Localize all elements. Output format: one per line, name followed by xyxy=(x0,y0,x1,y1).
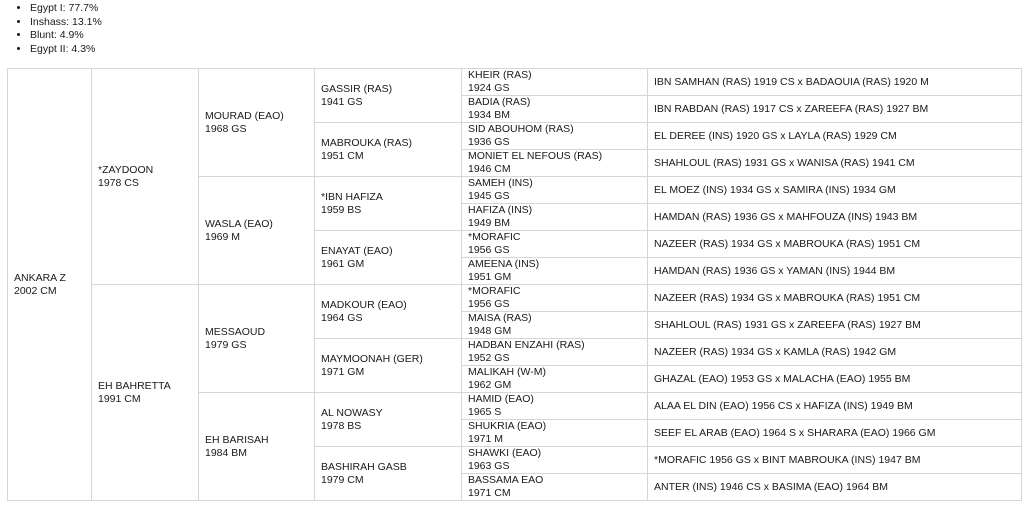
subject-cell xyxy=(8,69,92,501)
gen4-ancestor-cell xyxy=(315,231,462,285)
pedigree-body xyxy=(8,69,1022,501)
gen4-ancestor-cell-info: 1961 GM xyxy=(321,257,365,270)
gen4-ancestor-cell xyxy=(315,339,462,393)
gen3-ancestor-cell-info: 1984 BM xyxy=(205,446,248,459)
gen6-parents-cell: *MORAFIC 1956 GS x BINT MABROUKA (INS) 1947 BM xyxy=(648,447,1022,474)
gen5-ancestor-cell-name: MONIET EL NEFOUS (RAS) xyxy=(468,150,603,162)
gen5-ancestor-cell-name: BASSAMA EAO xyxy=(468,474,544,486)
gen4-ancestor-cell-name: ENAYAT (EAO) xyxy=(321,244,393,257)
gen6-parents-cell: SHAHLOUL (RAS) 1931 GS x WANISA (RAS) 1941 CM xyxy=(648,150,1022,177)
gen5-ancestor-cell-name: HAMID (EAO) xyxy=(468,393,534,405)
gen4-ancestor-cell xyxy=(315,447,462,501)
gen5-ancestor-cell xyxy=(462,150,648,177)
gen5-ancestor-cell xyxy=(462,231,648,258)
gen5-ancestor-cell xyxy=(462,312,648,339)
gen4-ancestor-cell-info: 1979 CM xyxy=(321,473,364,486)
gen3-ancestor-cell-info: 1969 M xyxy=(205,230,241,243)
gen5-ancestor-cell xyxy=(462,69,648,96)
gen6-parents-cell: EL DEREE (INS) 1920 GS x LAYLA (RAS) 1929 CM xyxy=(648,123,1022,150)
gen5-ancestor-cell-info: 1946 CM xyxy=(468,163,511,175)
gen4-ancestor-cell-name: BASHIRAH GASB xyxy=(321,460,407,473)
gen5-ancestor-cell-name: BADIA (RAS) xyxy=(468,96,531,108)
gen4-ancestor-cell xyxy=(315,123,462,177)
sire-cell xyxy=(92,69,199,285)
gen5-ancestor-cell-info: 1971 M xyxy=(468,433,504,445)
gen6-parents-cell: ALAA EL DIN (EAO) 1956 CS x HAFIZA (INS) 1949 BM xyxy=(648,393,1022,420)
gen5-ancestor-cell xyxy=(462,96,648,123)
gen5-ancestor-cell-name: SHUKRIA (EAO) xyxy=(468,420,547,432)
breed-item: • Egypt I: 77.7% xyxy=(30,2,330,16)
sire-cell-name: *ZAYDOON xyxy=(98,163,154,176)
gen5-ancestor-cell xyxy=(462,339,648,366)
gen3-ancestor-cell-info: 1968 GS xyxy=(205,122,247,135)
gen5-ancestor-cell-name: AMEENA (INS) xyxy=(468,258,540,270)
gen5-ancestor-cell xyxy=(462,123,648,150)
gen5-ancestor-cell xyxy=(462,474,648,501)
gen4-ancestor-cell xyxy=(315,393,462,447)
gen3-ancestor-cell-info: 1979 GS xyxy=(205,338,247,351)
gen4-ancestor-cell xyxy=(315,177,462,231)
gen6-parents-cell: HAMDAN (RAS) 1936 GS x YAMAN (INS) 1944 BM xyxy=(648,258,1022,285)
gen5-ancestor-cell-info: 1956 GS xyxy=(468,298,510,310)
gen3-ancestor-cell xyxy=(199,177,315,285)
gen5-ancestor-cell xyxy=(462,447,648,474)
gen5-ancestor-cell-info: 1956 GS xyxy=(468,244,510,256)
breed-item: • Inshass: 13.1% xyxy=(30,16,330,30)
gen5-ancestor-cell xyxy=(462,393,648,420)
gen5-ancestor-cell-info: 1965 S xyxy=(468,406,502,418)
pedigree-row xyxy=(8,285,1022,312)
gen6-parents-cell: GHAZAL (EAO) 1953 GS x MALACHA (EAO) 1955 BM xyxy=(648,366,1022,393)
gen3-ancestor-cell-name: WASLA (EAO) xyxy=(205,217,273,230)
gen4-ancestor-cell xyxy=(315,69,462,123)
gen5-ancestor-cell-name: *MORAFIC xyxy=(468,231,521,243)
gen5-ancestor-cell-info: 1924 GS xyxy=(468,82,510,94)
breed-item: • Egypt II: 4.3% xyxy=(30,43,330,57)
gen6-parents-cell: NAZEER (RAS) 1934 GS x KAMLA (RAS) 1942 GM xyxy=(648,339,1022,366)
gen6-parents-cell: SEEF EL ARAB (EAO) 1964 S x SHARARA (EAO) 1966 GM xyxy=(648,420,1022,447)
gen4-ancestor-cell xyxy=(315,285,462,339)
gen4-ancestor-cell-name: *IBN HAFIZA xyxy=(321,190,383,203)
pedigree-row xyxy=(8,69,1022,96)
gen5-ancestor-cell-name: SAMEH (INS) xyxy=(468,177,533,189)
gen5-ancestor-cell-info: 1936 GS xyxy=(468,136,510,148)
gen4-ancestor-cell-name: MABROUKA (RAS) xyxy=(321,136,413,149)
gen6-parents-cell: ANTER (INS) 1946 CS x BASIMA (EAO) 1964 BM xyxy=(648,474,1022,501)
gen5-ancestor-cell-info: 1948 GM xyxy=(468,325,512,337)
gen5-ancestor-cell-name: MAISA (RAS) xyxy=(468,312,532,324)
subject-cell-info: 2002 CM xyxy=(14,284,57,297)
gen3-ancestor-cell xyxy=(199,393,315,501)
gen5-ancestor-cell-info: 1934 BM xyxy=(468,109,511,121)
gen6-parents-cell: HAMDAN (RAS) 1936 GS x MAHFOUZA (INS) 1943 BM xyxy=(648,204,1022,231)
gen4-ancestor-cell-name: AL NOWASY xyxy=(321,406,383,419)
gen5-ancestor-cell-name: *MORAFIC xyxy=(468,285,521,297)
gen3-ancestor-cell-name: MESSAOUD xyxy=(205,325,266,338)
gen6-parents-cell: NAZEER (RAS) 1934 GS x MABROUKA (RAS) 1951 CM xyxy=(648,285,1022,312)
breed-item: • Blunt: 4.9% xyxy=(30,29,330,43)
gen5-ancestor-cell-info: 1949 BM xyxy=(468,217,511,229)
gen3-ancestor-cell-name: MOURAD (EAO) xyxy=(205,109,284,122)
pedigree-table xyxy=(7,68,1022,501)
gen5-ancestor-cell-name: KHEIR (RAS) xyxy=(468,69,532,81)
gen5-ancestor-cell-name: SHAWKI (EAO) xyxy=(468,447,542,459)
gen5-ancestor-cell-name: HADBAN ENZAHI (RAS) xyxy=(468,339,585,351)
gen5-ancestor-cell-info: 1963 GS xyxy=(468,460,510,472)
gen4-ancestor-cell-info: 1964 GS xyxy=(321,311,363,324)
gen4-ancestor-cell-info: 1971 GM xyxy=(321,365,365,378)
gen4-ancestor-cell-name: MADKOUR (EAO) xyxy=(321,298,407,311)
dam-cell-info: 1991 CM xyxy=(98,392,141,405)
gen3-ancestor-cell xyxy=(199,69,315,177)
gen6-parents-cell: SHAHLOUL (RAS) 1931 GS x ZAREEFA (RAS) 1927 BM xyxy=(648,312,1022,339)
gen5-ancestor-cell xyxy=(462,285,648,312)
gen5-ancestor-cell-info: 1951 GM xyxy=(468,271,512,283)
gen5-ancestor-cell-name: SID ABOUHOM (RAS) xyxy=(468,123,574,135)
gen4-ancestor-cell-info: 1941 GS xyxy=(321,95,363,108)
gen5-ancestor-cell-info: 1962 GM xyxy=(468,379,512,391)
gen5-ancestor-cell-info: 1971 CM xyxy=(468,487,511,499)
gen5-ancestor-cell xyxy=(462,366,648,393)
gen5-ancestor-cell-name: HAFIZA (INS) xyxy=(468,204,533,216)
sire-cell-info: 1978 CS xyxy=(98,176,139,189)
gen4-ancestor-cell-name: MAYMOONAH (GER) xyxy=(321,352,423,365)
gen4-ancestor-cell-info: 1978 BS xyxy=(321,419,362,432)
gen5-ancestor-cell xyxy=(462,258,648,285)
dam-cell-name: EH BAHRETTA xyxy=(98,379,171,392)
gen6-parents-cell: IBN SAMHAN (RAS) 1919 CS x BADAOUIA (RAS) 1920 M xyxy=(648,69,1022,96)
gen5-ancestor-cell-name: MALIKAH (W-M) xyxy=(468,366,546,378)
gen4-ancestor-cell-info: 1951 CM xyxy=(321,149,364,162)
gen5-ancestor-cell xyxy=(462,204,648,231)
gen3-ancestor-cell xyxy=(199,285,315,393)
gen4-ancestor-cell-info: 1959 BS xyxy=(321,203,362,216)
gen6-parents-cell: EL MOEZ (INS) 1934 GS x SAMIRA (INS) 1934 GM xyxy=(648,177,1022,204)
gen5-ancestor-cell-info: 1945 GS xyxy=(468,190,510,202)
dam-cell xyxy=(92,285,199,501)
gen5-ancestor-cell xyxy=(462,177,648,204)
breed-percentage-list xyxy=(30,2,330,56)
gen5-ancestor-cell-info: 1952 GS xyxy=(468,352,510,364)
gen6-parents-cell: NAZEER (RAS) 1934 GS x MABROUKA (RAS) 1951 CM xyxy=(648,231,1022,258)
gen5-ancestor-cell xyxy=(462,420,648,447)
gen6-parents-cell: IBN RABDAN (RAS) 1917 CS x ZAREEFA (RAS) 1927 BM xyxy=(648,96,1022,123)
gen3-ancestor-cell-name: EH BARISAH xyxy=(205,433,269,446)
subject-cell-name: ANKARA Z xyxy=(14,271,66,284)
gen4-ancestor-cell-name: GASSIR (RAS) xyxy=(321,82,393,95)
